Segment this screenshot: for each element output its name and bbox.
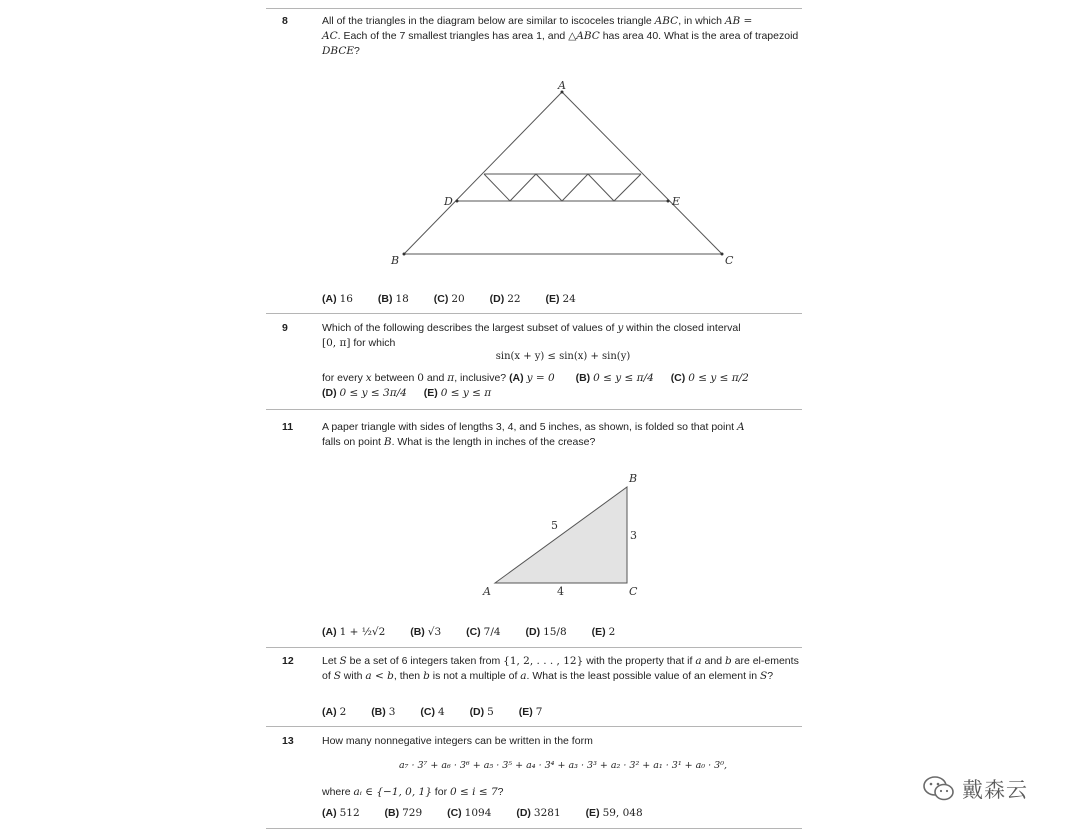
divider (266, 828, 802, 829)
label-b-11: B (629, 472, 638, 485)
problem-number: 13 (282, 735, 294, 747)
problem-text-continued: where aᵢ ∈ {−1, 0, 1} for 0 ≤ i ≤ 7? (322, 786, 504, 798)
divider (266, 647, 802, 648)
choice-a: (A) y = 0 (509, 372, 555, 384)
label-b: B (391, 254, 400, 267)
choice-a: (A) 16 (322, 293, 353, 305)
answer-choices (322, 706, 564, 718)
choice-c: (C) 7/4 (466, 626, 501, 638)
watermark (922, 774, 1028, 804)
problem-number: 11 (282, 421, 294, 433)
choice-b: (B) 18 (377, 293, 409, 305)
side-ac (562, 92, 722, 254)
choice-a: (A) 512 (322, 807, 360, 819)
side-ab (404, 92, 562, 254)
divider (266, 313, 802, 314)
inequality-formula: sin(x + y) ≤ sin(x) + sin(y) (495, 351, 631, 362)
problem-text: Let S be a set of 6 integers taken from {1, 2, . . . , 12} with the property that if a and b are el-ements of S with a < b, then b is not a multiple of a. What is the least possible value of an element in S? (322, 655, 799, 682)
label-e: E (672, 195, 681, 208)
answer-choices (322, 293, 598, 305)
choice-d: (D) 15/8 (525, 626, 567, 638)
label-c-11: C (629, 585, 638, 598)
divider (266, 726, 802, 727)
watermark-text: 戴森云 (962, 778, 1028, 802)
problem-text: How many nonnegative integers can be written in the form (322, 735, 593, 747)
label-side-3: 3 (630, 529, 637, 542)
problem-number: 8 (282, 15, 288, 27)
divider (266, 409, 802, 410)
choice-b: (B) 729 (384, 807, 423, 819)
label-a: A (558, 79, 566, 92)
choice-a: (A) 2 (322, 706, 347, 718)
answer-choices (322, 807, 665, 819)
label-side-4: 4 (557, 585, 564, 598)
choice-e: (E) 2 (591, 626, 616, 638)
choice-c: (C) 4 (420, 706, 445, 718)
point-d (456, 200, 459, 203)
small-triangles-zigzag (484, 174, 641, 201)
choice-e: (E) 24 (545, 293, 576, 305)
choice-e: (E) 59, 048 (585, 807, 643, 819)
problem-number: 12 (282, 655, 294, 667)
label-side-5: 5 (551, 519, 558, 532)
label-c: C (725, 254, 734, 267)
answer-choices (322, 626, 637, 638)
choice-d: (D) 5 (469, 706, 494, 718)
label-a-11: A (483, 585, 491, 598)
right-triangle (495, 487, 627, 583)
problem-text: A paper triangle with sides of lengths 3, 4, and 5 inches, as shown, is folded so that point A falls on point B. What is the length in inches of the crease? (322, 421, 745, 448)
choice-a: (A) 1 + ½√2 (322, 626, 386, 638)
problem-text: Which of the following describes the largest subset of values of y within the closed interval [0, π] for which (322, 322, 741, 349)
problem-number: 9 (282, 322, 288, 334)
point-b (403, 253, 406, 256)
choice-b: (B) √3 (410, 626, 442, 638)
choice-c: (C) 1094 (447, 807, 492, 819)
choice-d: (D) 22 (489, 293, 521, 305)
point-c (721, 253, 724, 256)
choice-b: (B) 3 (371, 706, 396, 718)
problem-text-continued (322, 386, 804, 401)
wechat-icon (922, 775, 956, 803)
problem-text: All of the triangles in the diagram below are similar to iscoceles triangle ABC, in which AB = AC. Each of the 7 smallest triangles has area 1, and △ABC has area 40. What is the area of trapezoid DBCE? (322, 15, 799, 57)
label-d: D (444, 195, 453, 208)
problem-text-continued: for every x between 0 and π, inclusive? (A) y = 0 (B) 0 ≤ y ≤ π/4 (C) 0 ≤ y ≤ π/2 (322, 372, 749, 384)
choice-e: (E) 7 (518, 706, 543, 718)
choice-b: (B) 0 ≤ y ≤ π/4 (575, 372, 654, 384)
choice-c: (C) 0 ≤ y ≤ π/2 (670, 372, 749, 384)
choice-d: (D) 3281 (516, 807, 561, 819)
choice-c: (C) 20 (433, 293, 465, 305)
choice-e: (E) 0 ≤ y ≤ π (423, 387, 492, 399)
point-e (667, 200, 670, 203)
choice-d: (D) 0 ≤ y ≤ 3π/4 (322, 387, 407, 399)
series-formula: a₇ · 3⁷ + a₆ · 3⁶ + a₅ · 3⁵ + a₄ · 3⁴ + a₃ · 3³ + a₂ · 3² + a₁ · 3¹ + a₀ · 3⁰, (398, 760, 728, 771)
